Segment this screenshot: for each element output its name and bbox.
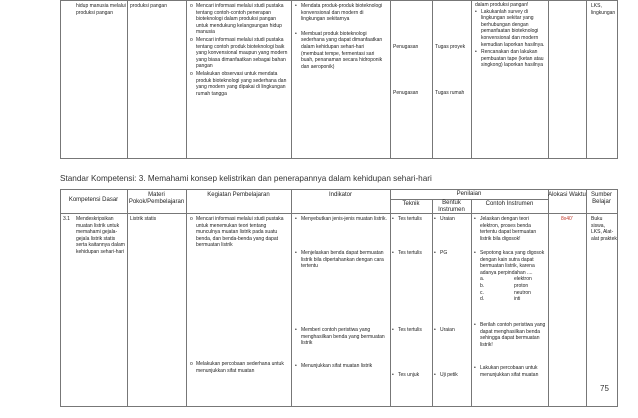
list-item: • Menunjukkan sifat muatan listrik xyxy=(295,363,373,369)
kd-number: 3.1 xyxy=(63,216,70,222)
top-activities xyxy=(190,3,288,97)
row-bentuk-2: • PG xyxy=(434,250,448,256)
list-item: • Rencanakan dan lakukan pembuatan tape (ketan atau singkong) laporkan hasilnya xyxy=(475,49,544,69)
header-materi-pokok: Materi Pokok/Pembelajaran xyxy=(128,192,185,205)
contoh-intro: dalam produksi pangan! xyxy=(475,2,529,8)
list-item: o Melakukan percobaan sederhana untuk menunjukkan sifat muatan xyxy=(190,361,284,374)
header-bentuk-instrumen: Bentuk Instrumen xyxy=(438,200,465,213)
row-alokasi: 8x40' xyxy=(561,216,573,222)
list-item: o Mencari informasi melalui studi pustaka tentang contoh produk bioteknologi baik yang konvensional maupun yang modern yang biasa dimanfaatkan sebagai bahan pangan xyxy=(190,36,288,70)
header-alokasi-waktu: Alokasi Waktu xyxy=(548,192,586,198)
top-teknik-2: Penugasan xyxy=(393,90,419,96)
kd-text: Mendeskripsikan muatan listrik untuk memahami gejala-gejala listrik statis serta kaitannya dalam kehidupan sehari-hari xyxy=(76,216,125,255)
list-item: o Mencari informasi melalui studi pustaka untuk menemukan teori tentang munculnya muatan listrik pada suatu benda, dan benda-benda yang dapat bermuatan listrik xyxy=(190,216,284,249)
top-indicators xyxy=(295,3,387,70)
row-contoh-1: • Jelaskan dengan teori elektron, proses benda tertentu dapat bermuatan listrik bila digosok! xyxy=(474,216,537,242)
row-activity-1 xyxy=(190,216,288,249)
header-penilaian: Penilaian xyxy=(456,191,482,197)
row-teknik-4: • Tes unjuk xyxy=(392,372,420,378)
row-bentuk-1: • Uraian xyxy=(434,216,455,222)
option-a: a. elektron xyxy=(480,276,532,283)
option-c: c. neutron xyxy=(480,289,531,296)
header-kompetensi-dasar: Kompetensi Dasar xyxy=(68,197,119,203)
row-sumber: Buku siswa, LKS, Alat-alat praktek xyxy=(591,216,617,242)
top-bentuk-2: Tugas rumah xyxy=(435,90,465,96)
list-item: o Melakukan observasi untuk mendata produk bioteknologi yang sederhana dan yang modern yang dipakai di lingkungan rumah tangga xyxy=(190,70,287,97)
row-indicator-2 xyxy=(295,250,387,270)
list-item: • Memberi contoh peristiwa yang menghasilkan benda yang bermuatan listrik xyxy=(295,327,385,347)
row-teknik-2: • Tes tertulis xyxy=(392,250,422,256)
row-indicator-3 xyxy=(295,327,387,347)
header-indikator: Indikator xyxy=(328,192,352,198)
options-list xyxy=(474,276,547,302)
option-b: b. proton xyxy=(480,282,529,289)
row-activity-2 xyxy=(190,361,288,374)
top-bentuk-1: Tugas proyek xyxy=(435,44,466,50)
row-indicator-4 xyxy=(295,363,387,370)
header-teknik: Teknik xyxy=(402,201,420,207)
row-teknik-1: • Tes tertulis xyxy=(392,216,422,222)
page-number: 75 xyxy=(600,384,609,393)
row-materi: Listrik statis xyxy=(130,216,157,222)
list-item: o Mencari informasi melalui studi pustaka tentang contoh-contoh penerapan bioteknologi dalam produksi pangan untuk mendukung kelangsungan hidup manusia xyxy=(190,3,284,36)
header-sumber-belajar: Sumber Belajar xyxy=(590,192,612,205)
row-indicator-1 xyxy=(295,216,387,223)
row-teknik-3: • Tes tertulis xyxy=(392,327,422,333)
row-bentuk-4: • Uji petik xyxy=(434,372,458,378)
list-item: • Lakukanlah survey di lingkungan sekitar yang berhubungan dengan pemanfaatan bioteknologi konvensional dan modern kemudian laporkan hasilnya. xyxy=(475,8,545,48)
row-bentuk-3: • Uraian xyxy=(434,327,455,333)
header-contoh-instrumen: Contoh Instrumen xyxy=(485,201,534,207)
header-kegiatan: Kegiatan Pembelajaran xyxy=(207,192,270,198)
top-teknik-1: Penugasan xyxy=(393,44,419,50)
row-contoh-3: • Berilah contoh peristiwa yang dapat menghasilkan benda sehingga dapat bermuatan listrik! xyxy=(474,322,546,348)
top-materi: produksi pangan xyxy=(130,3,167,9)
row-contoh-4: • Lakukan percobaan untuk menunjukkan sifat muatan xyxy=(474,365,539,378)
list-item: • Mendata produk-produk bioteknologi konvensional dan modern di lingkungan sekitarnya xyxy=(295,3,383,23)
list-item: • Menjelaskan benda dapat bermuatan listrik bila dipertahankan dengan cara tertentu xyxy=(295,250,384,270)
list-item: • Membuat produk bioteknologi sederhana yang dapat dimanfaatkan dalam kehidupan sehari-hari (membuat tempe, fermentasi sari buah, penanaman secara hidroponik dan aeroponik) xyxy=(295,30,383,70)
section-heading: Standar Kompetensi: 3. Memahami konsep kelistrikan dan penerapannya dalam kehidupan sehari-hari xyxy=(60,174,432,183)
top-sumber: LKS, lingkungan xyxy=(591,3,616,16)
top-competence-text: hidup manusia melalui produksi pangan xyxy=(76,3,126,16)
row-contoh-2: • Sepotong kaca yang digosok dengan kain sutra dapat bermuatan listrik, karena adanya perpindahan .... a. elektron b. proton c. neutron d. inti xyxy=(474,250,547,303)
list-item: • Menyebutkan jenis-jenis muatan listrik. xyxy=(295,216,387,222)
option-d: d. inti xyxy=(480,296,521,303)
top-contoh xyxy=(475,2,547,69)
